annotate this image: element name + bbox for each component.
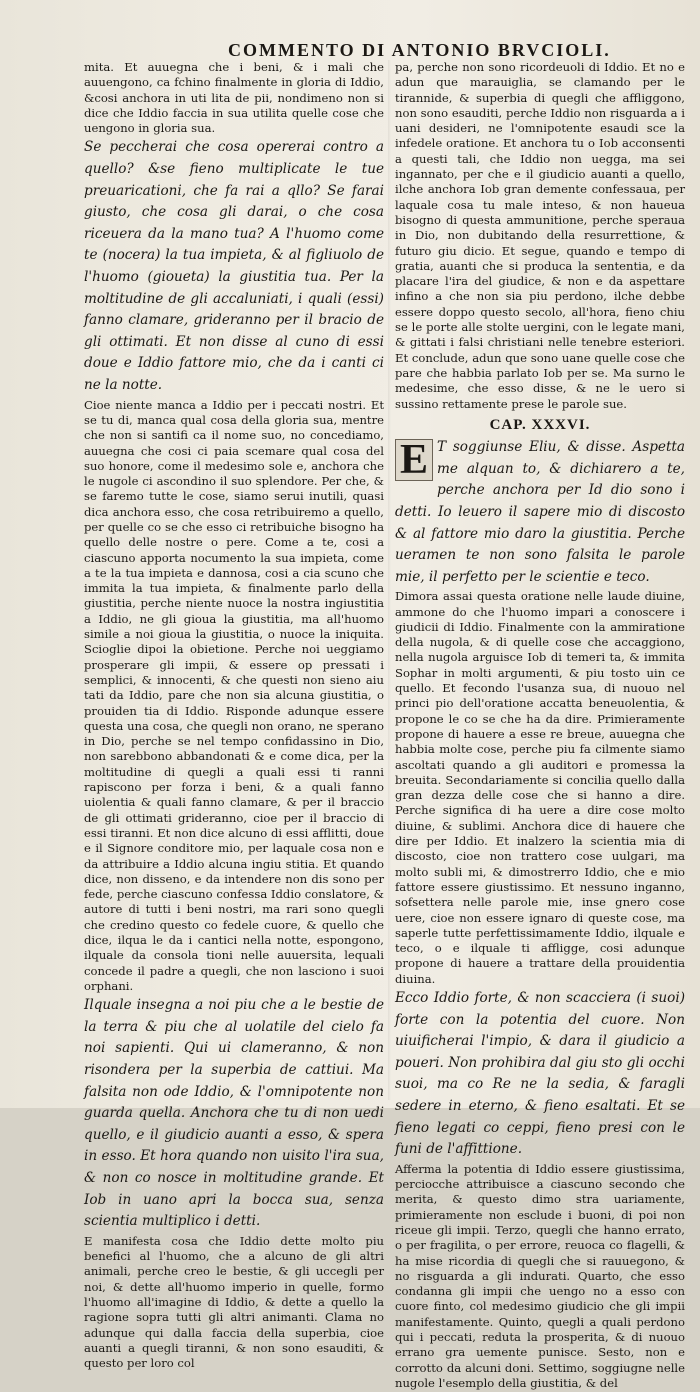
paragraph: E manifesta cosa che Iddio dette molto piu benefici al l'huomo, che a alcuno de gli altri animali, perche creo le bestie, & gli uccegli per noi, & dette all'huomo imperio in quelle, formo l'huomo all'imagine di Iddio, & dette a quello la ragione sopra tutti gli altri animanti. Clama no adunque qui dalla faccia della superbia, cioe auanti a quegli tiranni, & non sono esauditi, & questo per loro col — [84, 1233, 384, 1371]
paragraph: Dimora assai questa oratione nelle laude diuine, ammone do che l'huomo impari a conoscere i giudicii di Iddio. Finalmente con la ammiratione della nugola, & di quelle cose che accaggiono, nella nugola arguisce Iob di temeri ta, & immita Sophar in molti argumenti, & piu tosto uin ce quello. Et fecondo l'usanza sua, di nuouo nel princi pio dell'oratione accatta beneuolentia, & propone le co se che ha da dire. Primieramente propone di hauere a esse re breue, auuegna che habbia molte cose, perche piu fa cilmente siamo ascoltati quando a gli auditori e promessa la breuita. Secondariamente si concilia quello dalla gran dezza delle cose che si hanno a dire. Perche significa di ha uere a dire cose molto diuine, & sublimi. Anchora dice di hauere che dire per Iddio. Et inalzero la scientia mia di discosto, cioe non trattero cose uulgari, ma molto subli mi, & dimostrerro Iddio, che e mio fattore essere giustissimo. Et nessuno inganno, sofsettera nelle parole mie, inse gnero cose uere, cioe non essere ignaro di queste cose, ma saperle tutte perfettissimamente Iddio, ilquale e teco, o e ilquale ti affligge, cosi adunque propone di hauere a trattare della prouidentia diuina. — [395, 589, 685, 986]
column-gutter — [388, 60, 391, 1100]
scripture-paragraph: Se peccherai che cosa opererai contro a quello? &se fieno multiplicate le tue preuaricationi, che fa rai a qllo? Se farai giusto, che cosa gli darai, o che cosa riceuera da la mano tua? A l'huomo come te (nocera) la tua impieta, & al figliuolo de l'huomo (gioueta) la giustitia tua. Per la moltitudine de gli accaluniati, i quali (essi) fanno clamare, grideranno per il bracio de gli ottimati. Et non disse al cuno di essi doue e Iddio fattore mio, che da i canti ci ne la notte. — [84, 139, 384, 394]
paragraph: Cioe niente manca a Iddio per i peccati nostri. Et se tu di, manca qual cosa della gloria sua, mentre che non si santifi ca il nome suo, no concediamo, auuegna che cosi ci paia scemare qual cosa del suo honore, come il medesimo sole e, anchora che le nugole ci ascondino il suo splendore. Per che, & se faremo tutte le cose, siamo serui inutili, quasi dica anchora esso, che cosa retribuiremo a quello, per quelle co se che esso ci retribuiche bisogno ha quello delle nostre o pere. Come a te, cosi a ciascuno apporta nocumento la sua impieta, come a te la tua impieta e dannosa, cosi a cia scuno che immita la tua impieta, & finalmente parlo della giustitia, perche niente nuoce la nostra ingiustitia a Iddio, ne gli gioua la giustitia, ma all'huomo simile a noi gioua la giustitia, o nuoce la iniquita. Scioglie dipoi la obietione. Perche noi ueggiamo prosperare gli impii, & essere op pressati i semplici, & innocenti, & che questi non sieno aiu tati da Iddio, pare che non sia alcuna giustitia, o prouiden tia di Iddio. Risponde adunque essere questa una cosa, che quegli non orano, ne sperano in Dio, perche se nel tempo confidassino in Dio, non sarebbono abbandonati & e come dica, per la moltitudine di quegli a quali essi ti ranni rapiscono per forza i beni, & a quali fanno uiolentia & quali fanno clamare, & per il braccio de gli ottimati grideranno, cioe per il braccio di essi tiranni. Et non dice alcuno di essi afflitti, doue e il Signore conditore mio, per laquale cosa non e da attribuire a Iddio alcuna ingiu stitia. Et quando dice, non disseno, e da intendere non dis sono per fede, perche ciascuno confessa Iddio conslatore, & autore di tutti i beni nostri, ma rari sono quegli che credino questo co fedele cuore, & quello che dice, ilqua le da i cantici nella notte, espongono, ilquale da consola tioni nelle auuersita, lequali concede il padre a quegli, che non lasciono i suoi orphani. — [84, 397, 384, 993]
paragraph: mita. Et auuegna che i beni, & i mali che auuengono, ca fchino finalmente in gloria di Iddio, &cosi anchora in uti lita de pii, nondimeno non si dice che Iddio faccia in sua utilita quelle cose che uengono in gloria sua. — [84, 60, 384, 136]
left-column — [84, 60, 384, 1372]
scripture-paragraph: T soggiunse Eliu, & disse. Aspetta me alquan to, & dichiarero a te, perche anchora per Id dio sono i detti. Io leuero il sapere mio di discosto & al fattore mio daro la giustitia. Perche ueramen te non sono falsita le parole mie, il perfetto per le scientie e teco. — [395, 439, 685, 585]
chapter-heading: CAP. XXXVI. — [489, 416, 591, 433]
paragraph: pa, perche non sono ricordeuoli di Iddio. Et no e adun que marauiglia, se clamando per le tirannide, & superbia di quegli che affliggono, non sono esauditi, perche Iddio non risguarda a i uani desideri, ne l'omnipotente esaudi sce la infedele oratione. Et anchora tu o Iob acconsenti a questi tali, che Iddio non uegga, ma sei ingannato, per che e il giudicio auanti a quello, ilche anchora Iob gran demente confessaua, per laquale cosa tu male inteso, & non haueua bisogno di questa ammunitione, perche speraua in Dio, non dubitando della resurrettione, & futuro giu dicio. Et segue, quando e tempo di gratia, auanti che si produca la sententia, e da placare l'ira del giudice, & non e da aspettare infino a che non sia piu perdono, ilche debbe essere doppo questo secolo, all'hora, fieno chiu se le porte alle stolte uergini, con le legate mani, & gittati i falsi christiani nelle tenebre esteriori. Et conclude, adun que sono uane quelle cose che pare che habbia parlato Iob per se. Ma surno le medesime, che esso disse, & ne le uero si sussino rettamente prese le parole sue. — [395, 60, 685, 411]
running-title: COMMENTO DI ANTONIO BRVCIOLI. — [228, 40, 611, 60]
scripture-paragraph: Ilquale insegna a noi piu che a le bestie de la terra & piu che al uolatile del cielo fa noi sapienti. Qui ui clameranno, & non risondera per la superbia de cattiui. Ma falsita non ode Iddio, & l'omnipotente non guarda quella. Anchora che tu di non uedi quello, e il giudicio auanti a esso, & spera in esso. Et hora quando non uisito l'ira sua, & non co nosce in moltitudine grande. Et Iob in uano apri la bocca sua, senza scientia multiplico i detti. — [84, 997, 384, 1230]
scripture-paragraph: Ecco Iddio forte, & non scacciera (i suoi) forte con la potentia del cuore. Non uiuificherai l'impio, & dara il giudicio a poueri. Non prohibira dal giu sto gli occhi suoi, ma co Re ne la sedia, & faragli sedere in eterno, & fieno esaltati. Et se fieno legati co ceppi, fieno presi con le funi de l'affittione. — [395, 990, 685, 1158]
chapter-opening — [395, 437, 685, 588]
drop-cap-initial: E — [395, 439, 433, 481]
paragraph: Afferma la potentia di Iddio essere giustissima, perciocche attribuisce a ciascuno secondo che merita, & questo dimo stra uariamente, primieramente non esclude i buoni, di poi non riceue gli impii. Terzo, quegli che hanno errato, o per fragilita, o per errore, reuoca co flagelli, & ha mise ricordia di quegli che si rauuegono, & no risguarda a gli indurati. Quarto, che esso condanna gli impii che uengo no a esso con cuore finto, col medesimo giudicio che gli impii manifestamente. Quinto, quegli a quali perdono qui i peccati, reduta la prosperita, & di nuouo errano gra uemente punisce. Sesto, non e corrotto da alcuni doni. Settimo, soggiugne nelle nugole l'esemplo della giustitia, & del — [395, 1161, 685, 1390]
right-column — [395, 60, 685, 1392]
